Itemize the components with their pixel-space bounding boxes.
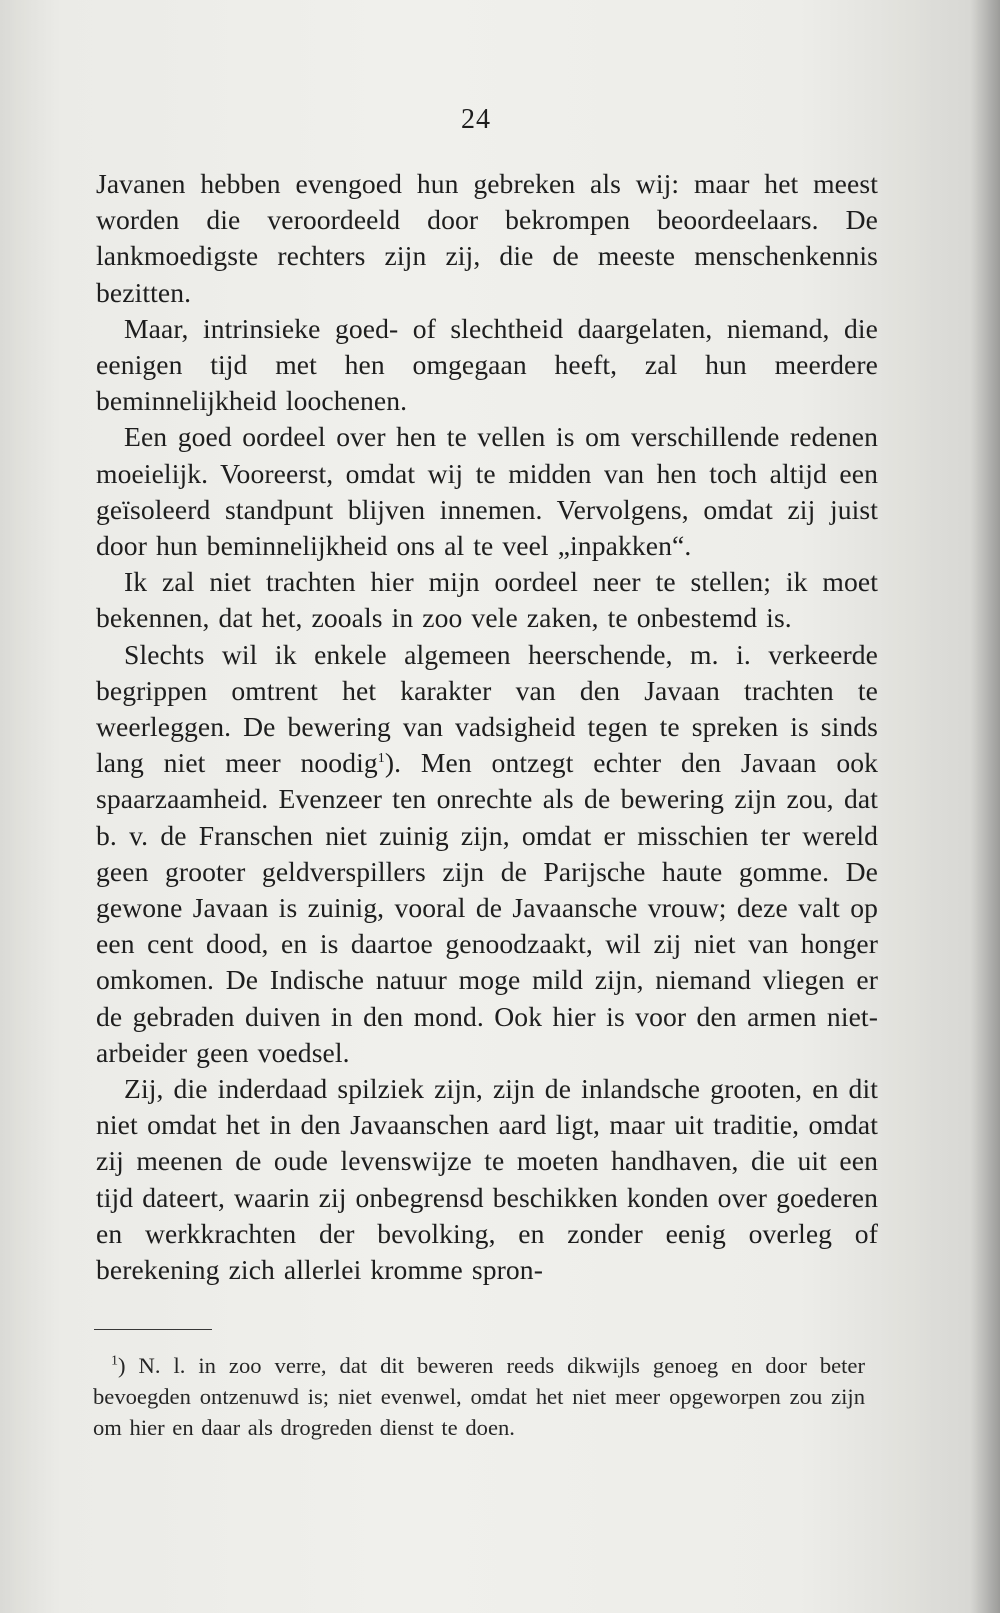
footnote <box>93 1350 865 1443</box>
page-number: 24 <box>461 104 491 135</box>
paragraph-6: Zij, die inderdaad spilziek zijn, zijn de inlandsche grooten, en dit niet omdat het in den Javaanschen aard ligt, maar uit traditie, omdat zij meenen de oude levenswijze te moeten handhaven, die uit een tijd dateert, waarin zij onbegrensd beschikken konden over goederen en werkkrachten der bevolking, en zonder eenig overleg of berekening zich allerlei kromme spron- <box>96 1073 879 1286</box>
paragraph-1: Javanen hebben evengoed hun gebreken als wij: maar het meest worden die veroordeeld door bekrompen beoordeelaars. De lankmoedigste rechters zijn zij, die de meeste menschenkennis bezitten. <box>96 168 878 308</box>
footnote-paragraph <box>93 1350 865 1443</box>
paragraph-4: Ik zal niet trachten hier mijn oordeel neer te stellen; ik moet bekennen, dat het, zooals in zoo vele zaken, te onbestemd is. <box>96 566 878 634</box>
footnote-reference-mark: 1 <box>377 751 385 767</box>
paragraph-5-text-after-note: ). Men ontzegt echter den Javaan ook spaarzaamheid. Evenzeer ten onrechte als de bewering zijn zou, dat b. v. de Franschen niet zuinig zijn, omdat er misschien ter wereld geen grooter geldverspillers zijn de Parijsche haute gomme. De gewone Javaan is zuinig, vooral de Javaansche vrouw; deze valt op een cent dood, en is daartoe genoodzaakt, wil zij niet van honger omkomen. De Indische natuur moge mild zijn, niemand vliegen er de gebraden duiven in den mond. Ook hier is voor den armen niet-arbeider geen voedsel. <box>96 747 879 1068</box>
paragraph-2: Maar, intrinsieke goed- of slechtheid daargelaten, niemand, die eenigen tijd met hen omgegaan heeft, zal hun meerdere beminnelijkheid loochenen. <box>96 312 878 417</box>
body-text <box>96 166 878 1288</box>
paragraph-5 <box>96 637 878 1071</box>
footnote-mark: 1 <box>111 1353 118 1369</box>
footnote-divider <box>94 1329 212 1330</box>
paragraph-3: Een goed oordeel over hen te vellen is om verschillende redenen moeielijk. Vooreerst, omdat wij te midden van hen toch altijd een geïsoleerd standpunt blijven innemen. Vervolgens, omdat zij juist door hun beminnelijkheid ons al te veel „inpakken“. <box>96 421 878 562</box>
footnote-text: ) N. l. in zoo verre, dat dit beweren reeds dikwijls genoeg en door beter bevoegden ontzenuwd is; niet evenwel, omdat het niet meer opgeworpen zou zijn om hier en daar als drogreden dienst te doen. <box>93 1353 865 1440</box>
paragraph-5-text-before-note: Slechts wil ik enkele algemeen heerschende, m. i. verkeerde begrippen omtrent het karakter van den Javaan trachten te weerleggen. De bewering van vadsigheid tegen te spreken is sinds lang niet meer noodig <box>96 638 878 779</box>
